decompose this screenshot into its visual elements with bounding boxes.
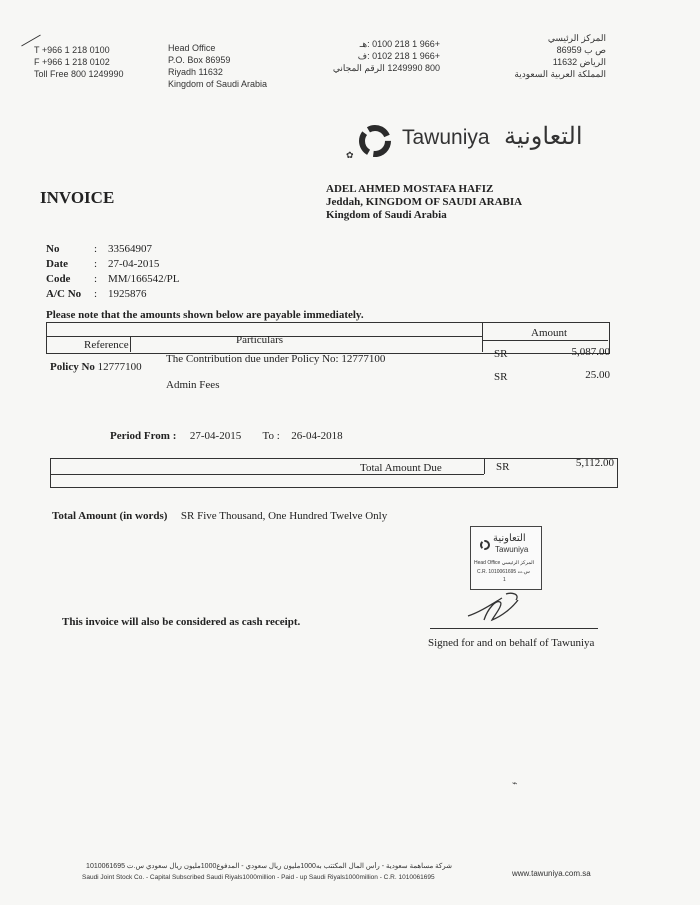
stamp-line2: C.R. 1010061695 س.ت [477,569,530,575]
stamp-name-ar: التعاونية [493,533,526,544]
period-to-label: To : [262,430,280,442]
total-amount: 5,112.00 [575,457,614,469]
tawuniya-logo-icon [356,122,394,160]
row-amount: 5,087.00 [571,346,610,358]
contact-ar-block [330,38,440,74]
head-office-ar-block [500,32,606,80]
row-amount: 25.00 [585,369,610,381]
invoice-meta [46,242,180,302]
policy-reference [50,360,142,374]
table-header-divider [130,336,131,352]
head-office-ar-line2: ص ب 86959 [556,45,606,55]
contact-phone: T +966 1 218 0100 [34,45,110,55]
meta-value: 33564907 [108,243,152,255]
invoice-title: INVOICE [40,188,115,207]
meta-sep: : [94,258,98,270]
recipient-line3: Kingdom of Saudi Arabia [326,209,447,221]
recipient-line2: Jeddah, KINGDOM OF SAUDI ARABIA [326,196,523,208]
stamp-name-en: Tawuniya [495,545,529,554]
head-office-block [168,42,267,90]
meta-row [46,257,180,272]
header-reference: Reference [84,339,129,351]
head-office-line2: P.O. Box 86959 [168,55,231,65]
contact-fax: F +966 1 218 0102 [34,57,110,67]
contact-block [34,44,124,80]
period-to: 26-04-2018 [291,430,343,442]
total-label: Total Amount Due [360,462,442,474]
meta-value: 1925876 [108,288,147,300]
meta-row [46,272,180,287]
footer-arabic: شركة مساهمة سعودية - رأس المال المكتتب به1000مليون ريال سعودي - المدفوع1000مليون ريال سعودي س.ت 1010061695 [86,863,452,870]
head-office-line4: Kingdom of Saudi Arabia [168,79,268,89]
cash-receipt-note: This invoice will also be considered as cash receipt. [62,616,301,628]
company-stamp [470,526,542,590]
table-header-divider [482,322,483,352]
footer-english: Saudi Joint Stock Co. - Capital Subscribed Saudi Riyals1000million - Paid - up Saudi Riyals1000million - C.R. 1010061695 [82,874,435,881]
row-particular: Admin Fees [166,379,220,391]
recipient-line1: ADEL AHMED MOSTAFA HAFIZ [326,183,494,195]
meta-sep: : [94,273,98,285]
recipient-block [326,183,522,222]
head-office-ar-line1: المركز الرئيسي [547,33,606,43]
meta-row [46,287,180,302]
contact-ar-line1: +966 1 218 0100 :هـ [359,39,440,49]
company-logo [356,120,616,160]
contact-tollfree: Toll Free 800 1249990 [34,69,124,79]
head-office-line3: Riyadh 11632 [168,67,223,77]
period-from-label: Period From : [110,430,177,442]
policy-label: Policy No [50,361,95,373]
stamp-line1: Head Office المركز الرئيسي [474,560,534,566]
period-from: 27-04-2015 [189,430,242,442]
meta-label: A/C No [46,288,82,300]
head-office-ar-line3: الرياض 11632 [552,57,606,67]
total-currency: SR [496,461,510,473]
meta-value: 27-04-2015 [108,258,160,270]
stamp-line3: 1 [503,577,506,583]
row-particular: The Contribution due under Policy No: 12777100 [166,353,386,365]
head-office-line1: Head Office [168,43,216,53]
header-particulars: Particulars [236,334,284,346]
logo-name-ar: التعاونية [504,123,583,150]
payment-notice: Please note that the amounts shown below are payable immediately. [46,309,364,321]
signature-drawing [462,590,532,630]
contact-ar-line2: +966 1 218 0102 :ف [357,51,440,61]
total-box-divider [484,458,485,474]
meta-row [46,242,180,257]
policy-number: 12777100 [97,361,142,373]
meta-sep: : [94,288,98,300]
meta-label: Date [46,258,68,270]
footer-website: www.tawuniya.com.sa [512,869,591,878]
meta-sep: : [94,243,98,255]
meta-label: No [46,243,60,255]
signed-on-behalf: Signed for and on behalf of Tawuniya [428,637,595,649]
meta-label: Code [46,273,71,285]
contact-ar-line3: 800 1249990 الرقم المجاني [332,63,440,73]
meta-value: MM/166542/PL [108,273,180,285]
head-office-ar-line4: المملكة العربية السعودية [514,69,606,79]
period-row [110,429,343,443]
amount-in-words [52,509,387,523]
header-amount: Amount [531,327,568,339]
row-currency: SR [494,348,508,360]
table-row [166,352,385,366]
logo-name-en: Tawuniya [402,126,490,149]
stamp-logo-icon [479,539,491,551]
words-label: Total Amount (in words) [52,510,168,522]
table-row [166,378,219,392]
signature-line [430,628,598,629]
scan-mark-icon: ⌁ [512,778,518,788]
small-mark-icon: ✿ [346,150,354,160]
words-value: SR Five Thousand, One Hundred Twelve Only [180,510,388,522]
row-currency: SR [494,371,508,383]
table-header-divider [482,340,608,341]
